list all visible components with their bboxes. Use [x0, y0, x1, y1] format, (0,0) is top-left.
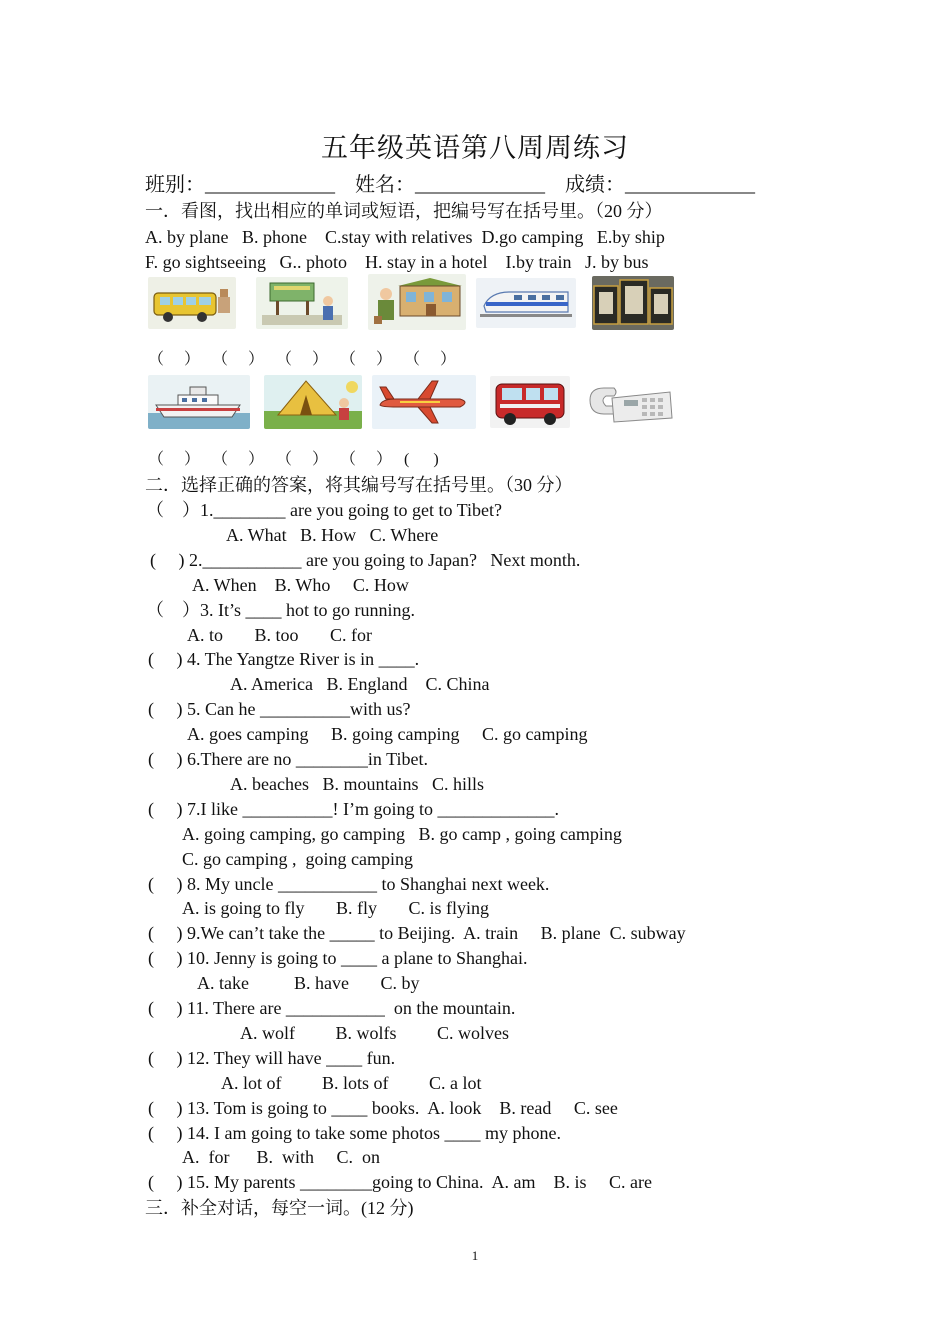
question-line: A. What B. How C. Where: [226, 525, 439, 545]
train-icon: [476, 278, 576, 328]
question-line: （ ）3. It’s ____ hot to go running.: [146, 600, 415, 620]
question-line: A. America B. England C. China: [230, 674, 490, 694]
student-info-line: 班别：_____________ 姓名：_____________ 成绩：_____________: [145, 174, 755, 196]
page-title: 五年级英语第八周周练习: [321, 133, 629, 164]
question-line: ( ) 15. My parents ________going to China. A. am B. is C. are: [148, 1172, 652, 1192]
question-line: ( ) 12. They will have ____ fun.: [148, 1048, 396, 1068]
section1-heading: 一．看图，找出相应的单词或短语，把编号写在括号里。（20 分）: [145, 201, 663, 221]
section3-heading: 三．补全对话，每空一词。(12 分): [145, 1198, 414, 1218]
question-line: ( ) 5. Can he __________with us?: [148, 699, 411, 719]
question-line: ( ) 11. There are ___________ on the mountain.: [148, 998, 516, 1018]
question-line: ( ) 9.We can’t take the _____ to Beijing. A. train B. plane C. subway: [148, 923, 686, 943]
question-line: ( ) 8. My uncle ___________ to Shanghai next week.: [148, 874, 550, 894]
question-line: ( ) 14. I am going to take some photos ____ my phone.: [148, 1123, 561, 1143]
question-line: ( ) 4. The Yangtze River is in ____.: [148, 649, 420, 669]
page-number: 1: [471, 1248, 479, 1263]
question-line: A. is going to fly B. fly C. is flying: [182, 898, 490, 918]
camping-tent-icon: [264, 375, 362, 429]
row2-answer-parens: （ ） （ ） （ ） （ ） ( ): [148, 451, 439, 468]
hotel-icon: [368, 274, 466, 330]
photo-frames-icon: [592, 276, 674, 330]
bus-icon: [148, 277, 236, 329]
question-line: A. goes camping B. going camping C. go camping: [187, 724, 588, 744]
question-line: ( ) 13. Tom is going to ____ books. A. look B. read C. see: [148, 1098, 618, 1118]
row1-answer-parens: （ ） （ ） （ ） （ ） （ ）: [148, 351, 457, 368]
question-line: C. go camping , going camping: [182, 849, 413, 869]
question-line: ( ) 10. Jenny is going to ____ a plane to Shanghai.: [148, 948, 528, 968]
question-line: A. beaches B. mountains C. hills: [230, 774, 484, 794]
bus-front-icon: [490, 376, 570, 428]
question-line: ( ) 7.I like __________! I’m going to _____________.: [148, 799, 559, 819]
question-line: A. lot of B. lots of C. a lot: [221, 1073, 482, 1093]
question-line: A. take B. have C. by: [197, 973, 420, 993]
section1-options-line1: A. by plane B. phone C.stay with relatives D.go camping E.by ship: [145, 227, 665, 247]
section1-options-line2: F. go sightseeing G.. photo H. stay in a hotel I.by train J. by bus: [145, 252, 649, 272]
section2-heading: 二．选择正确的答案，将其编号写在括号里。（30 分）: [145, 475, 573, 495]
question-line: A. for B. with C. on: [182, 1147, 380, 1167]
plane-icon: [372, 375, 476, 429]
question-line: A. When B. Who C. How: [192, 575, 409, 595]
question-line: A. wolf B. wolfs C. wolves: [240, 1023, 509, 1043]
sightseeing-icon: [256, 277, 348, 329]
question-line: A. going camping, go camping B. go camp , going camping: [182, 824, 622, 844]
question-line: （ ）1.________ are you going to get to Tibet?: [146, 500, 502, 520]
question-line: A. to B. too C. for: [187, 625, 373, 645]
telephone-icon: [584, 378, 676, 426]
ship-icon: [148, 375, 250, 429]
question-line: ( ) 6.There are no ________in Tibet.: [148, 749, 428, 769]
question-line: ( ) 2.___________ are you going to Japan? Next month.: [150, 550, 581, 570]
